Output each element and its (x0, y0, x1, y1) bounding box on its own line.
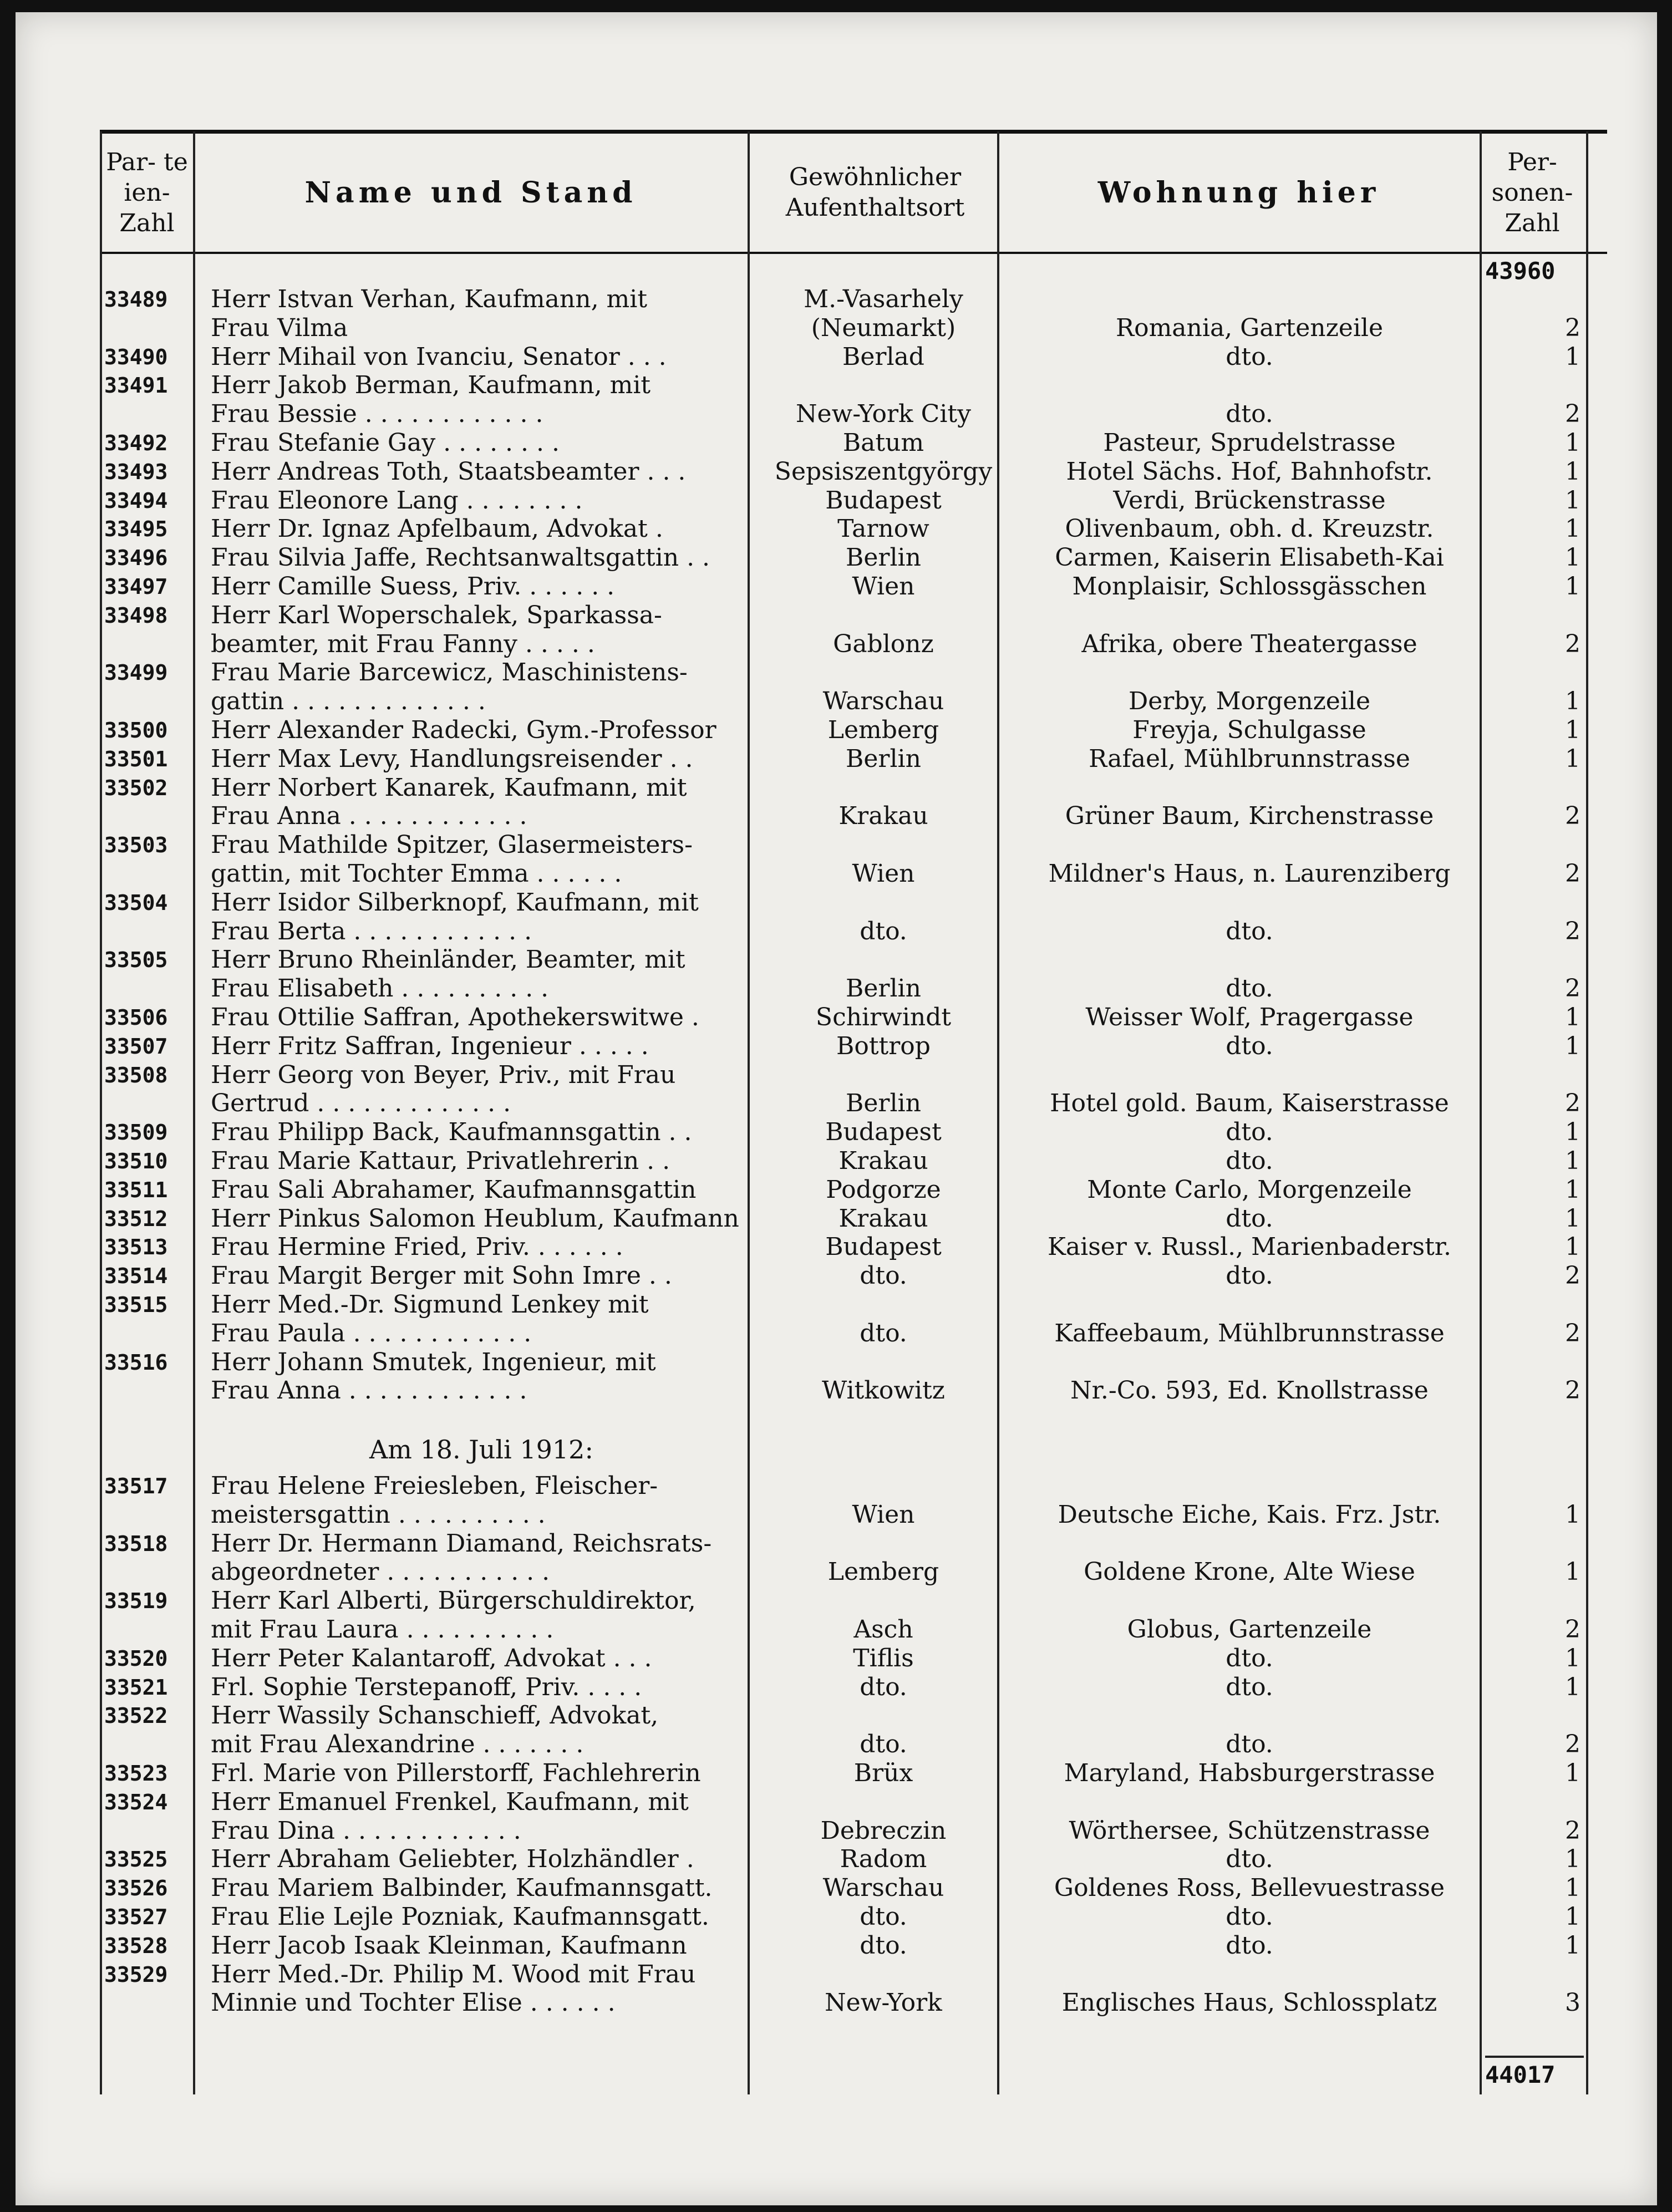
table-row (16, 543, 1657, 572)
name-and-status: Frau Stefanie Gay . . . . . . . . (211, 429, 560, 457)
table-row (16, 1061, 1657, 1090)
register-page (16, 12, 1657, 2205)
lodging: Goldenes Ross, Bellevuestrasse (1054, 1874, 1445, 1903)
party-number: 33507 (104, 1034, 168, 1059)
person-count: 1 (1565, 744, 1580, 773)
residence: Lemberg (827, 1558, 939, 1586)
table-row (16, 572, 1657, 601)
residence: Berlin (846, 543, 921, 572)
person-count: 1 (1565, 1672, 1580, 1701)
lodging: Monte Carlo, Morgenzeile (1087, 1175, 1412, 1204)
lodging: dto. (1226, 1903, 1273, 1931)
party-number: 33499 (104, 660, 168, 685)
header-personen-zahl: Per- sonen- Zahl (1491, 148, 1573, 237)
residence: Budapest (825, 1233, 942, 1262)
name-and-status: Herr Norbert Kanarek, Kaufmann, mit (211, 773, 687, 802)
table-row (16, 1673, 1657, 1702)
lodging: dto. (1226, 1031, 1273, 1060)
party-number: 33509 (104, 1120, 168, 1145)
person-count: 2 (1565, 802, 1580, 831)
person-count: 2 (1565, 1319, 1580, 1347)
table-row (16, 1290, 1657, 1319)
table-row (16, 1118, 1657, 1147)
carry-over-total: 43960 (1485, 257, 1556, 284)
table-row (16, 917, 1657, 946)
table-row (16, 1960, 1657, 1989)
residence: dto. (860, 1262, 907, 1290)
party-number: 33516 (104, 1350, 168, 1375)
party-number: 33513 (104, 1235, 168, 1260)
residence: dto. (860, 1319, 907, 1347)
person-count: 1 (1565, 1233, 1580, 1262)
table-row (16, 486, 1657, 515)
table-row (16, 1845, 1657, 1874)
person-count: 1 (1565, 687, 1580, 716)
party-number: 33490 (104, 344, 168, 369)
person-count: 1 (1565, 1175, 1580, 1204)
person-count: 2 (1565, 917, 1580, 945)
residence: Gablonz (833, 629, 934, 658)
name-and-status: Frau Silvia Jaffe, Rechtsanwaltsgattin . . (211, 543, 710, 572)
residence: Sepsiszentgyörgy (774, 457, 993, 486)
name-and-status: meistersgattin . . . . . . . . . . (211, 1500, 546, 1529)
name-and-status: mit Frau Alexandrine . . . . . . . (211, 1730, 584, 1759)
residence: Krakau (838, 802, 928, 831)
table-row (16, 1817, 1657, 1845)
person-count: 1 (1565, 1118, 1580, 1147)
residence: Schirwindt (815, 1003, 952, 1031)
table-row (16, 1989, 1657, 2017)
residence: Podgorze (826, 1175, 941, 1204)
residence: dto. (860, 917, 907, 945)
table-row (16, 774, 1657, 802)
table-row (16, 1472, 1657, 1501)
name-and-status: gattin, mit Tochter Emma . . . . . . (211, 860, 622, 888)
lodging: Nr.-Co. 593, Ed. Knollstrasse (1070, 1376, 1429, 1405)
table-row (16, 1874, 1657, 1903)
lodging: Deutsche Eiche, Kais. Frz. Jstr. (1058, 1500, 1441, 1529)
party-number: 33496 (104, 546, 168, 571)
residence: Radom (840, 1845, 927, 1874)
party-number: 33491 (104, 373, 168, 398)
lodging: Hotel gold. Baum, Kaiserstrasse (1050, 1089, 1449, 1118)
lodging: Freyja, Schulgasse (1132, 716, 1366, 744)
party-number: 33504 (104, 890, 168, 915)
lodging: Pasteur, Sprudelstrasse (1103, 429, 1396, 457)
name-and-status: Frau Ottilie Saffran, Apothekerswitwe . (211, 1003, 699, 1031)
table-row (16, 1204, 1657, 1233)
residence: Budapest (825, 486, 942, 515)
person-count: 1 (1565, 1759, 1580, 1787)
person-count: 1 (1565, 429, 1580, 457)
name-and-status: Frau Elie Lejle Pozniak, Kaufmannsgatt. (211, 1903, 709, 1931)
table-row (16, 1701, 1657, 1730)
person-count: 2 (1565, 1089, 1580, 1118)
name-and-status: Herr Alexander Radecki, Gym.-Professor (211, 716, 716, 744)
lodging: Carmen, Kaiserin Elisabeth-Kai (1055, 543, 1444, 572)
party-number: 33493 (104, 459, 168, 484)
name-and-status: Herr Jacob Isaak Kleinman, Kaufmann (211, 1931, 687, 1960)
lodging: Globus, Gartenzeile (1127, 1615, 1372, 1644)
table-row (16, 1615, 1657, 1644)
name-and-status: Frau Marie Kattaur, Privatlehrerin . . (211, 1147, 670, 1175)
lodging: Weisser Wolf, Pragergasse (1085, 1003, 1414, 1031)
lodging: Hotel Sächs. Hof, Bahnhofstr. (1066, 457, 1433, 486)
person-count: 1 (1565, 1931, 1580, 1960)
name-and-status: Herr Isidor Silberknopf, Kaufmann, mit (211, 888, 699, 917)
name-and-status: Minnie und Tochter Elise . . . . . . (211, 1989, 616, 2017)
residence: Batum (842, 429, 924, 457)
residence: New-York (825, 1989, 942, 2017)
table-row (16, 1644, 1657, 1673)
name-and-status: Frau Marie Barcewicz, Maschinistens- (211, 658, 688, 687)
party-number: 33511 (104, 1177, 168, 1202)
table-row (16, 745, 1657, 774)
person-count: 2 (1565, 1730, 1580, 1759)
residence: Tarnow (837, 515, 929, 543)
person-count: 2 (1565, 1615, 1580, 1644)
lodging: dto. (1226, 342, 1273, 371)
party-number: 33520 (104, 1646, 168, 1671)
residence: Krakau (838, 1147, 928, 1175)
lodging: dto. (1226, 1730, 1273, 1759)
person-count: 1 (1565, 486, 1580, 515)
name-and-status: Herr Camille Suess, Priv. . . . . . . (211, 572, 615, 601)
lodging: dto. (1226, 1262, 1273, 1290)
name-and-status: Herr Wassily Schanschieff, Advokat, (211, 1701, 659, 1730)
party-number: 33503 (104, 833, 168, 858)
name-and-status: Herr Andreas Toth, Staatsbeamter . . . (211, 457, 686, 486)
name-and-status: Frau Mathilde Spitzer, Glasermeisters- (211, 831, 693, 860)
person-count: 1 (1565, 1003, 1580, 1031)
person-count: 1 (1565, 716, 1580, 744)
person-count: 2 (1565, 313, 1580, 342)
party-number: 33494 (104, 488, 168, 513)
lodging: dto. (1226, 400, 1273, 429)
table-row (16, 1730, 1657, 1759)
residence: dto. (860, 1931, 907, 1960)
residence: Wien (852, 1500, 915, 1529)
name-and-status: Herr Karl Woperschalek, Sparkassa- (211, 601, 662, 629)
party-number: 33497 (104, 574, 168, 599)
name-and-status: Herr Med.-Dr. Philip M. Wood mit Frau (211, 1960, 696, 1989)
table-row (16, 429, 1657, 457)
party-number: 33523 (104, 1761, 168, 1786)
party-number: 33519 (104, 1589, 168, 1614)
table-row (16, 1233, 1657, 1262)
person-count: 2 (1565, 860, 1580, 888)
table-row (16, 400, 1657, 429)
person-count: 1 (1565, 1644, 1580, 1672)
name-and-status: Frau Margit Berger mit Sohn Imre . . (211, 1262, 672, 1290)
table-row (16, 1032, 1657, 1061)
person-count: 1 (1565, 1874, 1580, 1903)
name-and-status: Herr Pinkus Salomon Heublum, Kaufmann (211, 1204, 739, 1233)
table-row (16, 314, 1657, 343)
table-row (16, 1529, 1657, 1558)
header-wohnung-hier: Wohnung hier (1097, 175, 1380, 210)
lodging: Kaiser v. Russl., Marienbaderstr. (1048, 1233, 1451, 1262)
name-and-status: Herr Peter Kalantaroff, Advokat . . . (211, 1644, 652, 1672)
residence: Debreczin (820, 1816, 947, 1845)
party-number: 33518 (104, 1531, 168, 1556)
person-count: 1 (1565, 515, 1580, 543)
party-number: 33512 (104, 1206, 168, 1231)
residence: Berlad (842, 342, 924, 371)
table-row (16, 1003, 1657, 1032)
name-and-status: Gertrud . . . . . . . . . . . . . (211, 1089, 511, 1118)
name-and-status: mit Frau Laura . . . . . . . . . . (211, 1615, 554, 1644)
party-number: 33510 (104, 1149, 168, 1173)
residence: Budapest (825, 1118, 942, 1147)
lodging: dto. (1226, 917, 1273, 945)
name-and-status: Herr Abraham Geliebter, Holzhändler . (211, 1845, 694, 1874)
residence: Asch (853, 1615, 913, 1644)
residence: Lemberg (827, 716, 939, 744)
residence: Tiflis (853, 1644, 914, 1672)
party-number: 33489 (104, 287, 168, 312)
person-count: 2 (1565, 629, 1580, 658)
name-and-status: Frau Eleonore Lang . . . . . . . . (211, 486, 583, 515)
name-and-status: Herr Emanuel Frenkel, Kaufmann, mit (211, 1787, 689, 1816)
name-and-status: Herr Georg von Beyer, Priv., mit Frau (211, 1060, 676, 1089)
table-row (16, 860, 1657, 888)
name-and-status: Frau Philipp Back, Kaufmannsgattin . . (211, 1118, 692, 1147)
table-row (16, 1176, 1657, 1204)
person-count: 2 (1565, 1376, 1580, 1405)
table-row (16, 601, 1657, 630)
name-and-status: Frau Sali Abrahamer, Kaufmannsgattin (211, 1175, 697, 1204)
person-count: 1 (1565, 1500, 1580, 1529)
party-number: 33506 (104, 1005, 168, 1030)
table-row (16, 1501, 1657, 1529)
name-and-status: Frau Anna . . . . . . . . . . . . (211, 1376, 527, 1405)
person-count: 1 (1565, 342, 1580, 371)
party-number: 33529 (104, 1962, 168, 1987)
table-row (16, 285, 1657, 314)
person-count: 1 (1565, 1558, 1580, 1586)
table-row (16, 687, 1657, 716)
residence: M.-Vasarhely (804, 285, 963, 313)
lodging: Kaffeebaum, Mühlbrunnstrasse (1054, 1319, 1445, 1347)
name-and-status: Frau Berta . . . . . . . . . . . . (211, 917, 532, 945)
party-number: 33517 (104, 1474, 168, 1498)
party-number: 33521 (104, 1675, 168, 1700)
name-and-status: gattin . . . . . . . . . . . . . (211, 687, 486, 716)
lodging: dto. (1226, 1204, 1273, 1233)
name-and-status: Frau Bessie . . . . . . . . . . . . (211, 400, 543, 429)
residence: Berlin (846, 1089, 921, 1118)
name-and-status: Herr Mihail von Ivanciu, Senator . . . (211, 342, 667, 371)
table-row (16, 1089, 1657, 1118)
name-and-status: Frau Hermine Fried, Priv. . . . . . . (211, 1233, 623, 1262)
table-row (16, 630, 1657, 659)
final-total: 44017 (1485, 2056, 1584, 2088)
lodging: Romania, Gartenzeile (1115, 313, 1384, 342)
party-number: 33508 (104, 1062, 168, 1087)
table-row (16, 1931, 1657, 1960)
lodging: dto. (1226, 1672, 1273, 1701)
table-row (16, 1147, 1657, 1176)
header-partei-zahl: Par- te ien- Zahl (106, 148, 188, 237)
party-number: 33515 (104, 1293, 168, 1317)
table-row (16, 1319, 1657, 1348)
residence: dto. (860, 1730, 907, 1759)
residence: Witkowitz (822, 1376, 945, 1405)
name-and-status: Frau Helene Freiesleben, Fleischer- (211, 1472, 658, 1500)
party-number: 33524 (104, 1789, 168, 1814)
name-and-status: Frau Paula . . . . . . . . . . . . (211, 1319, 532, 1347)
name-and-status: Herr Med.-Dr. Sigmund Lenkey mit (211, 1290, 649, 1319)
table-row (16, 802, 1657, 831)
lodging: dto. (1226, 1644, 1273, 1672)
table-row (16, 1558, 1657, 1586)
lodging: Englisches Haus, Schlossplatz (1061, 1989, 1437, 2017)
name-and-status: Herr Karl Alberti, Bürgerschuldirektor, (211, 1586, 696, 1615)
table-row (16, 371, 1657, 400)
lodging: Derby, Morgenzeile (1128, 687, 1371, 716)
person-count: 2 (1565, 974, 1580, 1003)
party-number: 33528 (104, 1933, 168, 1958)
date-heading: Am 18. Juli 1912: (369, 1435, 593, 1465)
name-and-status: Herr Istvan Verhan, Kaufmann, mit (211, 285, 648, 313)
top-rule (100, 130, 1607, 134)
party-number: 33505 (104, 948, 168, 973)
table-row (16, 343, 1657, 372)
lodging: Monplaisir, Schlossgässchen (1072, 572, 1427, 601)
table-row (16, 1376, 1657, 1405)
name-and-status: Frau Dina . . . . . . . . . . . . (211, 1816, 521, 1845)
lodging: dto. (1226, 1118, 1273, 1147)
residence: Brüx (853, 1759, 913, 1787)
table-row (16, 888, 1657, 917)
lodging: Olivenbaum, obh. d. Kreuzstr. (1065, 515, 1434, 543)
residence: Warschau (822, 687, 944, 716)
party-number: 33492 (104, 431, 168, 455)
lodging: dto. (1226, 1147, 1273, 1175)
table-row (16, 658, 1657, 687)
lodging: dto. (1226, 974, 1273, 1003)
table-row (16, 457, 1657, 486)
party-number: 33502 (104, 775, 168, 800)
person-count: 1 (1565, 1204, 1580, 1233)
party-number: 33514 (104, 1264, 168, 1289)
header-aufenthaltsort: Gewöhnlicher Aufenthaltsort (785, 163, 965, 222)
party-number: 33525 (104, 1847, 168, 1872)
name-and-status: Herr Fritz Saffran, Ingenieur . . . . . (211, 1031, 649, 1060)
lodging: Verdi, Brückenstrasse (1113, 486, 1386, 515)
person-count: 1 (1565, 457, 1580, 486)
table-row (16, 1262, 1657, 1290)
name-and-status: Herr Bruno Rheinländer, Beamter, mit (211, 945, 685, 974)
name-and-status: abgeordneter . . . . . . . . . . . (211, 1558, 550, 1586)
name-and-status: Frl. Sophie Terstepanoff, Priv. . . . . (211, 1672, 642, 1701)
residence: dto. (860, 1672, 907, 1701)
lodging: Wörthersee, Schützenstrasse (1069, 1816, 1430, 1845)
header-rule (100, 252, 1607, 254)
residence: dto. (860, 1903, 907, 1931)
person-count: 1 (1565, 1147, 1580, 1175)
person-count: 1 (1565, 1031, 1580, 1060)
lodging: dto. (1226, 1931, 1273, 1960)
party-number: 33501 (104, 746, 168, 771)
residence: New-York City (796, 400, 971, 429)
table-row (16, 716, 1657, 745)
name-and-status: Frau Anna . . . . . . . . . . . . (211, 802, 527, 831)
lodging: Maryland, Habsburgerstrasse (1064, 1759, 1435, 1787)
table-row (16, 515, 1657, 543)
table-row (16, 1759, 1657, 1788)
residence: Wien (852, 572, 915, 601)
lodging: Rafael, Mühlbrunnstrasse (1089, 744, 1410, 773)
name-and-status: Herr Dr. Hermann Diamand, Reichsrats- (211, 1529, 712, 1558)
name-and-status: Herr Max Levy, Handlungsreisender . . (211, 744, 693, 773)
name-and-status: Herr Johann Smutek, Ingenieur, mit (211, 1347, 656, 1376)
person-count: 1 (1565, 1845, 1580, 1874)
person-count: 3 (1565, 1989, 1580, 2017)
party-number: 33500 (104, 718, 168, 743)
residence: Wien (852, 860, 915, 888)
person-count: 2 (1565, 1816, 1580, 1845)
name-and-status: Frau Vilma (211, 313, 348, 342)
table-row (16, 1903, 1657, 1931)
table-row (16, 1788, 1657, 1817)
residence: Bottrop (836, 1031, 931, 1060)
party-number: 33522 (104, 1704, 168, 1728)
header-name-und-stand: Name und Stand (304, 175, 637, 210)
table-row (16, 1586, 1657, 1615)
lodging: Grüner Baum, Kirchenstrasse (1065, 802, 1434, 831)
name-and-status: beamter, mit Frau Fanny . . . . . (211, 629, 595, 658)
residence: Warschau (822, 1874, 944, 1903)
party-number: 33526 (104, 1876, 168, 1901)
residence: Krakau (838, 1204, 928, 1233)
party-number: 33495 (104, 517, 168, 542)
person-count: 2 (1565, 400, 1580, 429)
table-row (16, 974, 1657, 1003)
name-and-status: Frau Mariem Balbinder, Kaufmannsgatt. (211, 1874, 713, 1903)
name-and-status: Frl. Marie von Pillerstorff, Fachlehrerin (211, 1759, 701, 1787)
lodging: Goldene Krone, Alte Wiese (1084, 1558, 1415, 1586)
lodging: Afrika, obere Theatergasse (1081, 629, 1417, 658)
lodging: Mildner's Haus, n. Laurenziberg (1048, 860, 1451, 888)
table-row (16, 1348, 1657, 1377)
residence: (Neumarkt) (811, 313, 956, 342)
person-count: 2 (1565, 1262, 1580, 1290)
table-row (16, 945, 1657, 974)
party-number: 33527 (104, 1905, 168, 1929)
person-count: 1 (1565, 1903, 1580, 1931)
table-row (16, 831, 1657, 860)
person-count: 1 (1565, 543, 1580, 572)
person-count: 1 (1565, 572, 1580, 601)
residence: Berlin (846, 744, 921, 773)
name-and-status: Herr Jakob Berman, Kaufmann, mit (211, 371, 651, 400)
lodging: dto. (1226, 1845, 1273, 1874)
residence: Berlin (846, 974, 921, 1003)
party-number: 33498 (104, 603, 168, 628)
name-and-status: Herr Dr. Ignaz Apfelbaum, Advokat . (211, 515, 663, 543)
name-and-status: Frau Elisabeth . . . . . . . . . . (211, 974, 549, 1003)
